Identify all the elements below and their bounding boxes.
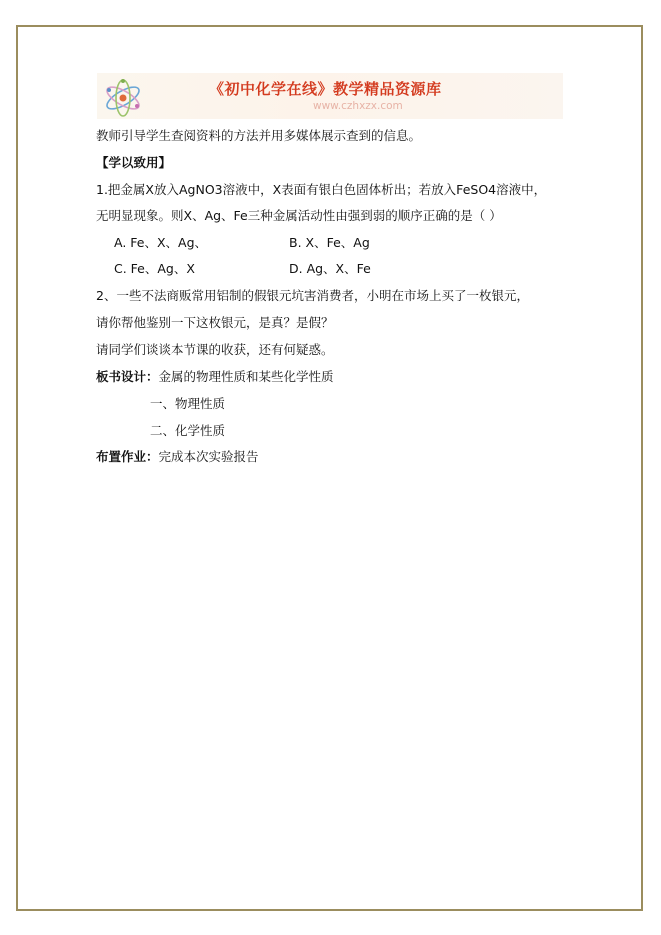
banner-url: www.czhxzx.com — [313, 100, 403, 112]
option-b: B. X、Fe、Ag — [289, 235, 370, 250]
homework-label: 布置作业： — [96, 449, 159, 464]
atom-logo-icon — [97, 73, 149, 119]
board-item-1: 一、物理性质 — [150, 396, 226, 411]
board-design — [96, 369, 334, 385]
question-1-line-1: 1.把金属X放入AgNO3溶液中，X表面有银白色固体析出；若放入FeSO4溶液中， — [96, 182, 547, 197]
board-design-text: 金属的物理性质和某些化学性质 — [158, 369, 334, 384]
option-a: A. Fe、X、Ag、 — [114, 235, 208, 250]
question-2-line-2: 请你帮他鉴别一下这枚银元，是真？是假？ — [96, 315, 334, 330]
homework — [96, 449, 259, 465]
banner-title: 《初中化学在线》教学精品资源库 — [209, 80, 442, 98]
question-2-line-1: 2、一些不法商贩常用铝制的假银元坑害消费者，小明在市场上买了一枚银元， — [96, 288, 529, 303]
reflection-text: 请同学们谈谈本节课的收获，还有何疑惑。 — [96, 342, 334, 357]
board-item-2: 二、化学性质 — [150, 423, 226, 438]
section-heading: 【学以致用】 — [96, 155, 172, 170]
board-design-label: 板书设计： — [96, 369, 159, 384]
homework-text: 完成本次实验报告 — [158, 449, 259, 464]
option-c: C. Fe、Ag、X — [114, 261, 195, 276]
question-1-line-2: 无明显现象。则X、Ag、Fe三种金属活动性由强到弱的顺序正确的是（ ） — [96, 208, 502, 223]
option-d: D. Ag、X、Fe — [289, 261, 371, 276]
intro-text: 教师引导学生查阅资料的方法并用多媒体展示查到的信息。 — [96, 128, 422, 143]
header-banner — [97, 73, 563, 119]
